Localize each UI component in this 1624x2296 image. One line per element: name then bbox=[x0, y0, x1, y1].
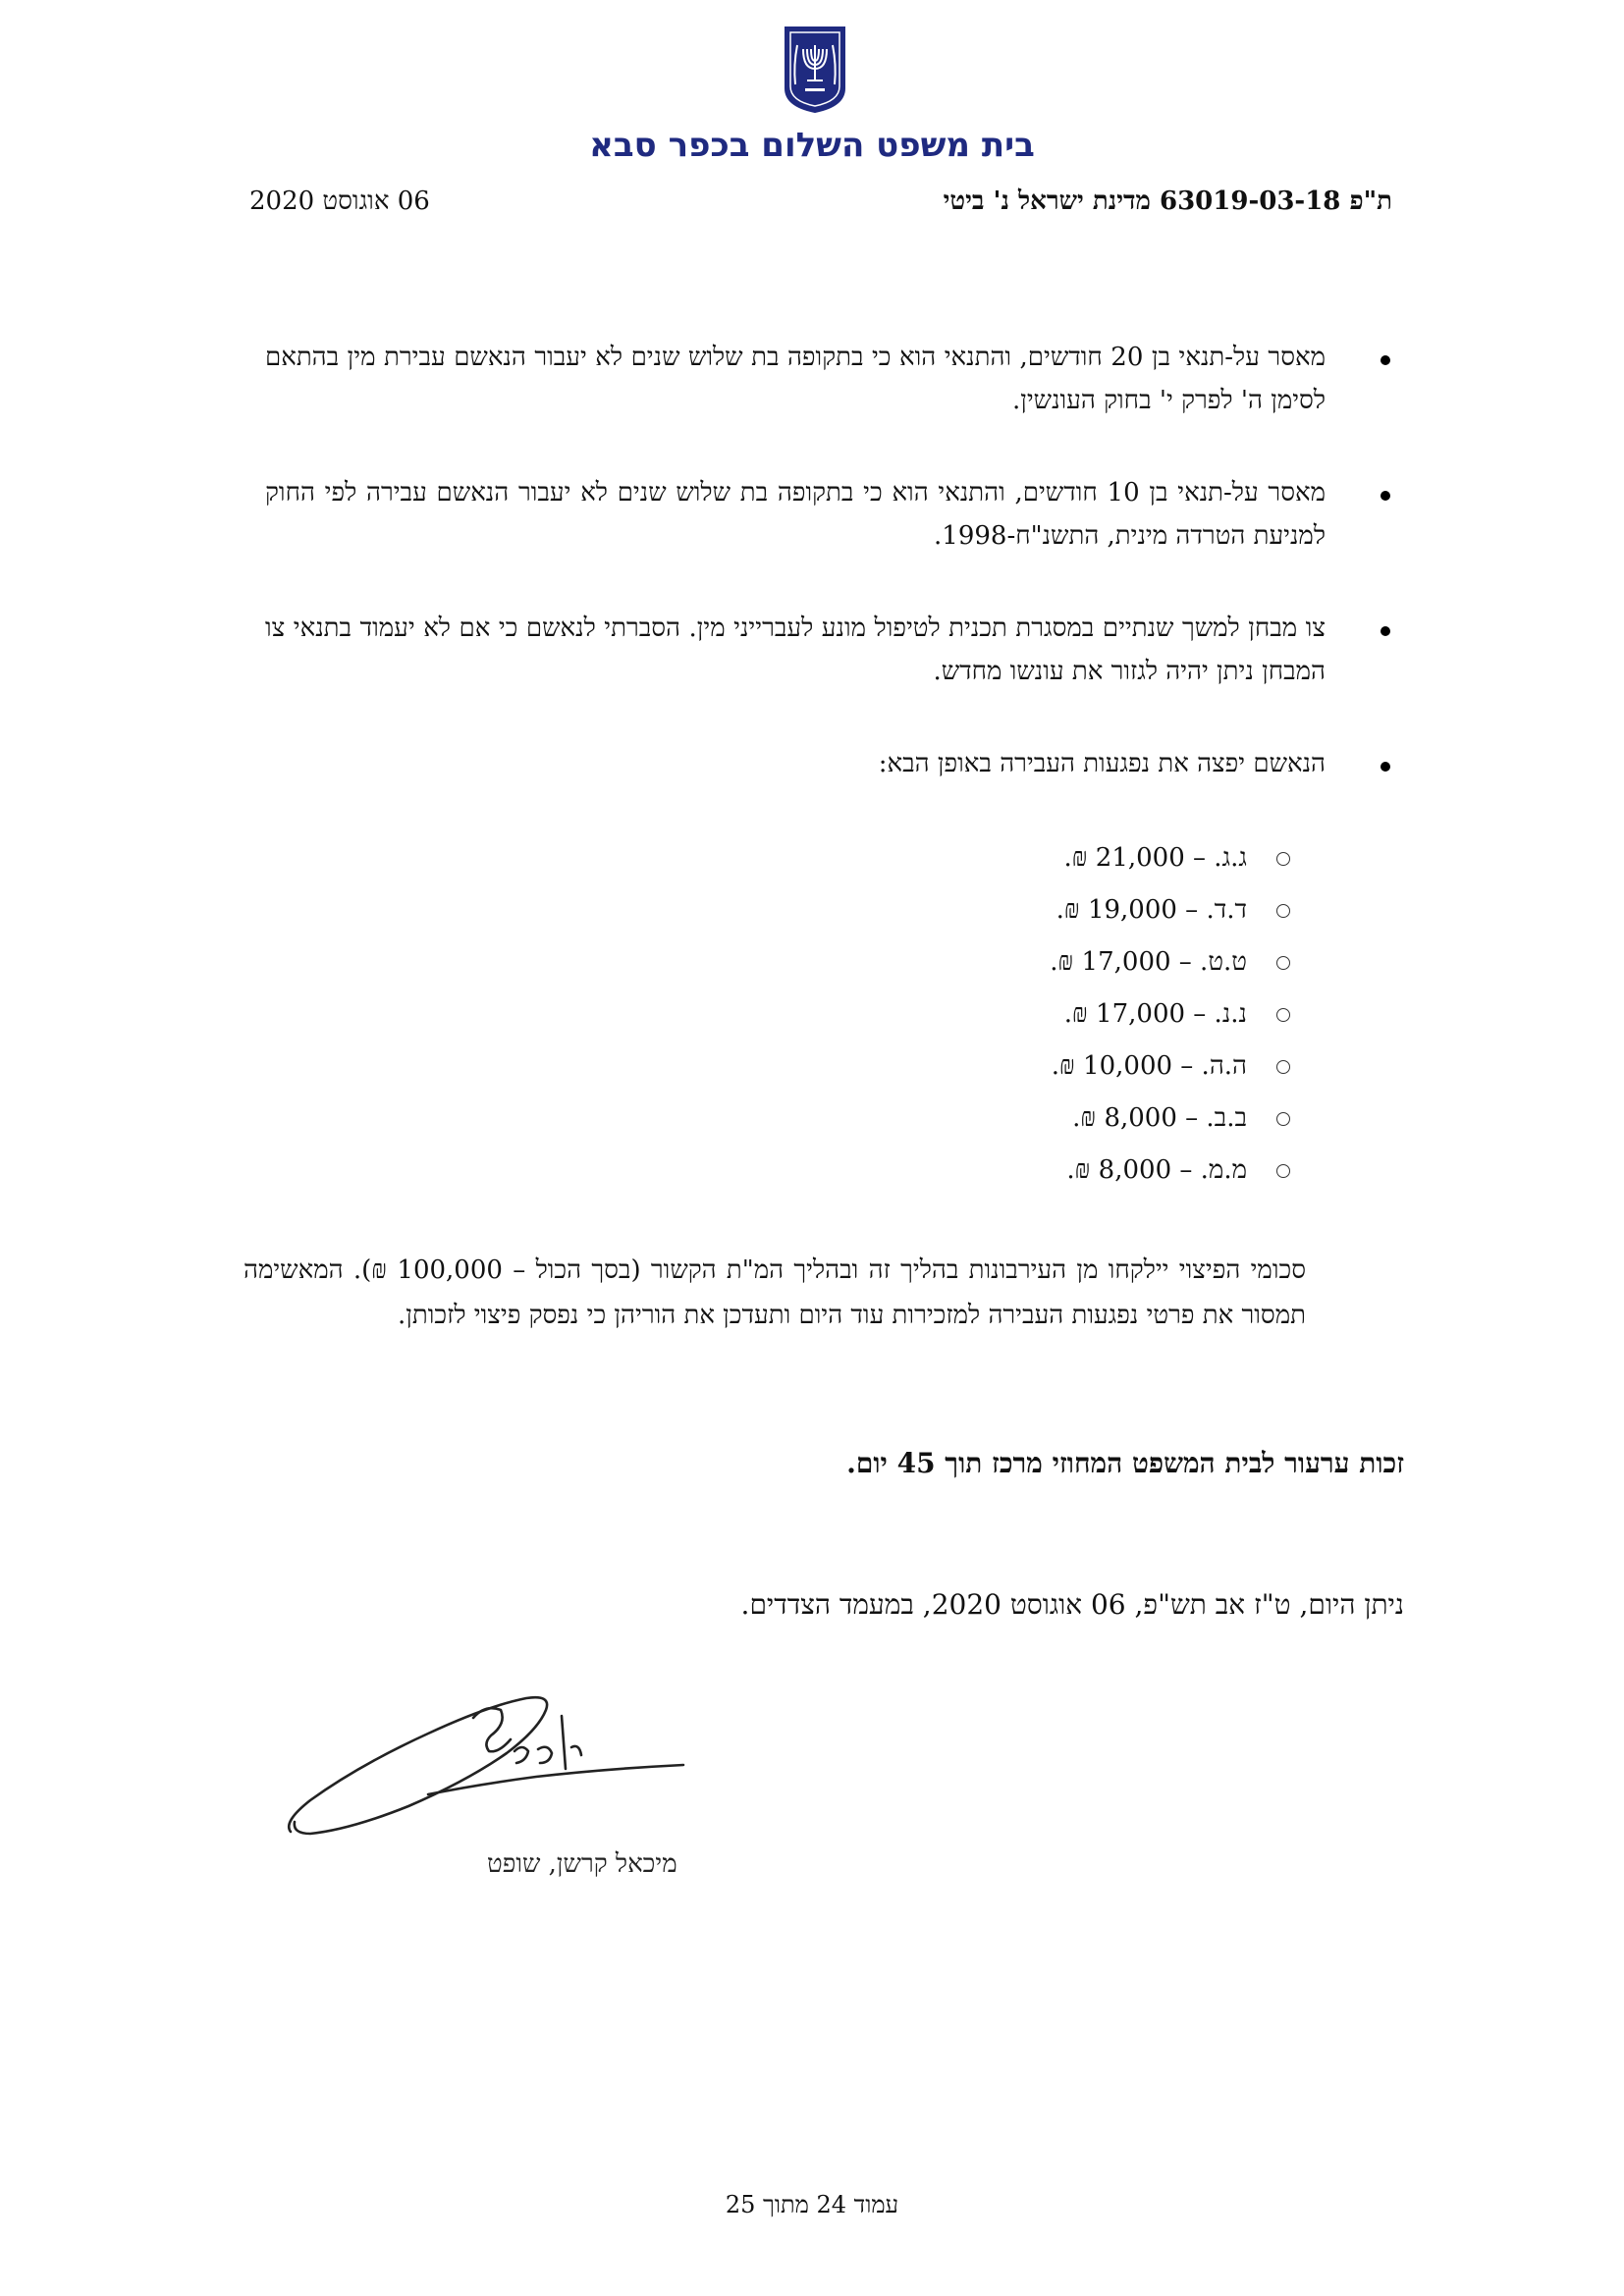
list-item-text: מאסר על-תנאי בן 20 חודשים, והתנאי הוא כי בתקופה בת שלוש שנים לא יעבור הנאשם עבירת מין בהתאם לסימן ה' לפרק י' בחוק העונשין. bbox=[265, 343, 1326, 415]
compensation-item bbox=[1050, 836, 1247, 888]
appeal-notice: זכות ערעור לבית המשפט המחוזי מרכז תוך 45 יום. bbox=[846, 1447, 1404, 1479]
compensation-text: נ.נ. – 17,000 ₪. bbox=[1063, 999, 1247, 1029]
list-item bbox=[265, 471, 1326, 558]
compensation-item bbox=[1050, 992, 1247, 1044]
bullet-icon bbox=[1380, 355, 1390, 365]
compensation-item bbox=[1050, 1096, 1247, 1148]
list-item-text: מאסר על-תנאי בן 10 חודשים, והתנאי הוא כי בתקופה בת שלוש שנים לא יעבור הנאשם עבירה לפי החוק למניעת הטרדה מינית, התשנ"ח-1998. bbox=[265, 478, 1326, 551]
handwritten-signature-icon bbox=[281, 1675, 732, 1851]
compensation-summary: סכומי הפיצוי יילקחו מן העירבונות בהליך זה ובהליך המ"ת הקשור (בסך הכול – 100,000 ₪). המאשימה תמסור את פרטי נפגעות העבירה למזכירות עוד היום ותעדכן את הוריהן כי נפסק פיצוי לזכותן. bbox=[244, 1255, 1306, 1330]
compensation-item bbox=[1050, 888, 1247, 940]
given-date-line: ניתן היום, ט"ז אב תש"פ, 06 אוגוסט 2020, במעמד הצדדים. bbox=[740, 1588, 1404, 1621]
circle-bullet-icon bbox=[1276, 1008, 1290, 1022]
circle-bullet-icon bbox=[1276, 1112, 1290, 1126]
state-emblem-icon bbox=[782, 26, 848, 114]
bullet-icon bbox=[1380, 762, 1390, 772]
list-item bbox=[265, 742, 1326, 785]
compensation-item bbox=[1050, 1044, 1247, 1096]
compensation-text: מ.מ. – 8,000 ₪. bbox=[1066, 1155, 1247, 1185]
list-item-text: הנאשם יפצה את נפגעות העבירה באופן הבא: bbox=[878, 749, 1326, 778]
list-item-text: צו מבחן למשך שנתיים במסגרת תכנית לטיפול מונע לעברייני מין. הסברתי לנאשם כי אם לא יעמוד בתנאי צו המבחן ניתן יהיה לגזור את עונשו מחדש. bbox=[265, 614, 1326, 686]
circle-bullet-icon bbox=[1276, 956, 1290, 970]
sentence-terms-list bbox=[265, 336, 1326, 834]
bullet-icon bbox=[1380, 626, 1390, 636]
case-caption: ת"פ 63019-03-18 מדינת ישראל נ' ביטי bbox=[943, 187, 1392, 216]
circle-bullet-icon bbox=[1276, 1060, 1290, 1074]
compensation-text: ג.ג. – 21,000 ₪. bbox=[1063, 843, 1247, 873]
list-item bbox=[265, 607, 1326, 693]
signer-name: מיכאל קרשן, שופט bbox=[487, 1849, 677, 1879]
court-name: בית משפט השלום בכפר סבא bbox=[589, 126, 1035, 165]
bullet-icon bbox=[1380, 491, 1390, 501]
page-number: עמוד 24 מתוך 25 bbox=[725, 2191, 899, 2218]
compensation-text: ד.ד. – 19,000 ₪. bbox=[1056, 895, 1247, 925]
compensation-text: ב.ב. – 8,000 ₪. bbox=[1072, 1103, 1247, 1133]
circle-bullet-icon bbox=[1276, 852, 1290, 866]
document-date: 06 אוגוסט 2020 bbox=[249, 187, 430, 216]
circle-bullet-icon bbox=[1276, 904, 1290, 918]
compensation-item bbox=[1050, 1148, 1247, 1201]
compensation-text: ה.ה. – 10,000 ₪. bbox=[1051, 1051, 1247, 1081]
list-item bbox=[265, 336, 1326, 422]
compensation-list bbox=[1050, 836, 1247, 1201]
circle-bullet-icon bbox=[1276, 1164, 1290, 1178]
compensation-item bbox=[1050, 940, 1247, 992]
compensation-text: ט.ט. – 17,000 ₪. bbox=[1050, 947, 1247, 977]
